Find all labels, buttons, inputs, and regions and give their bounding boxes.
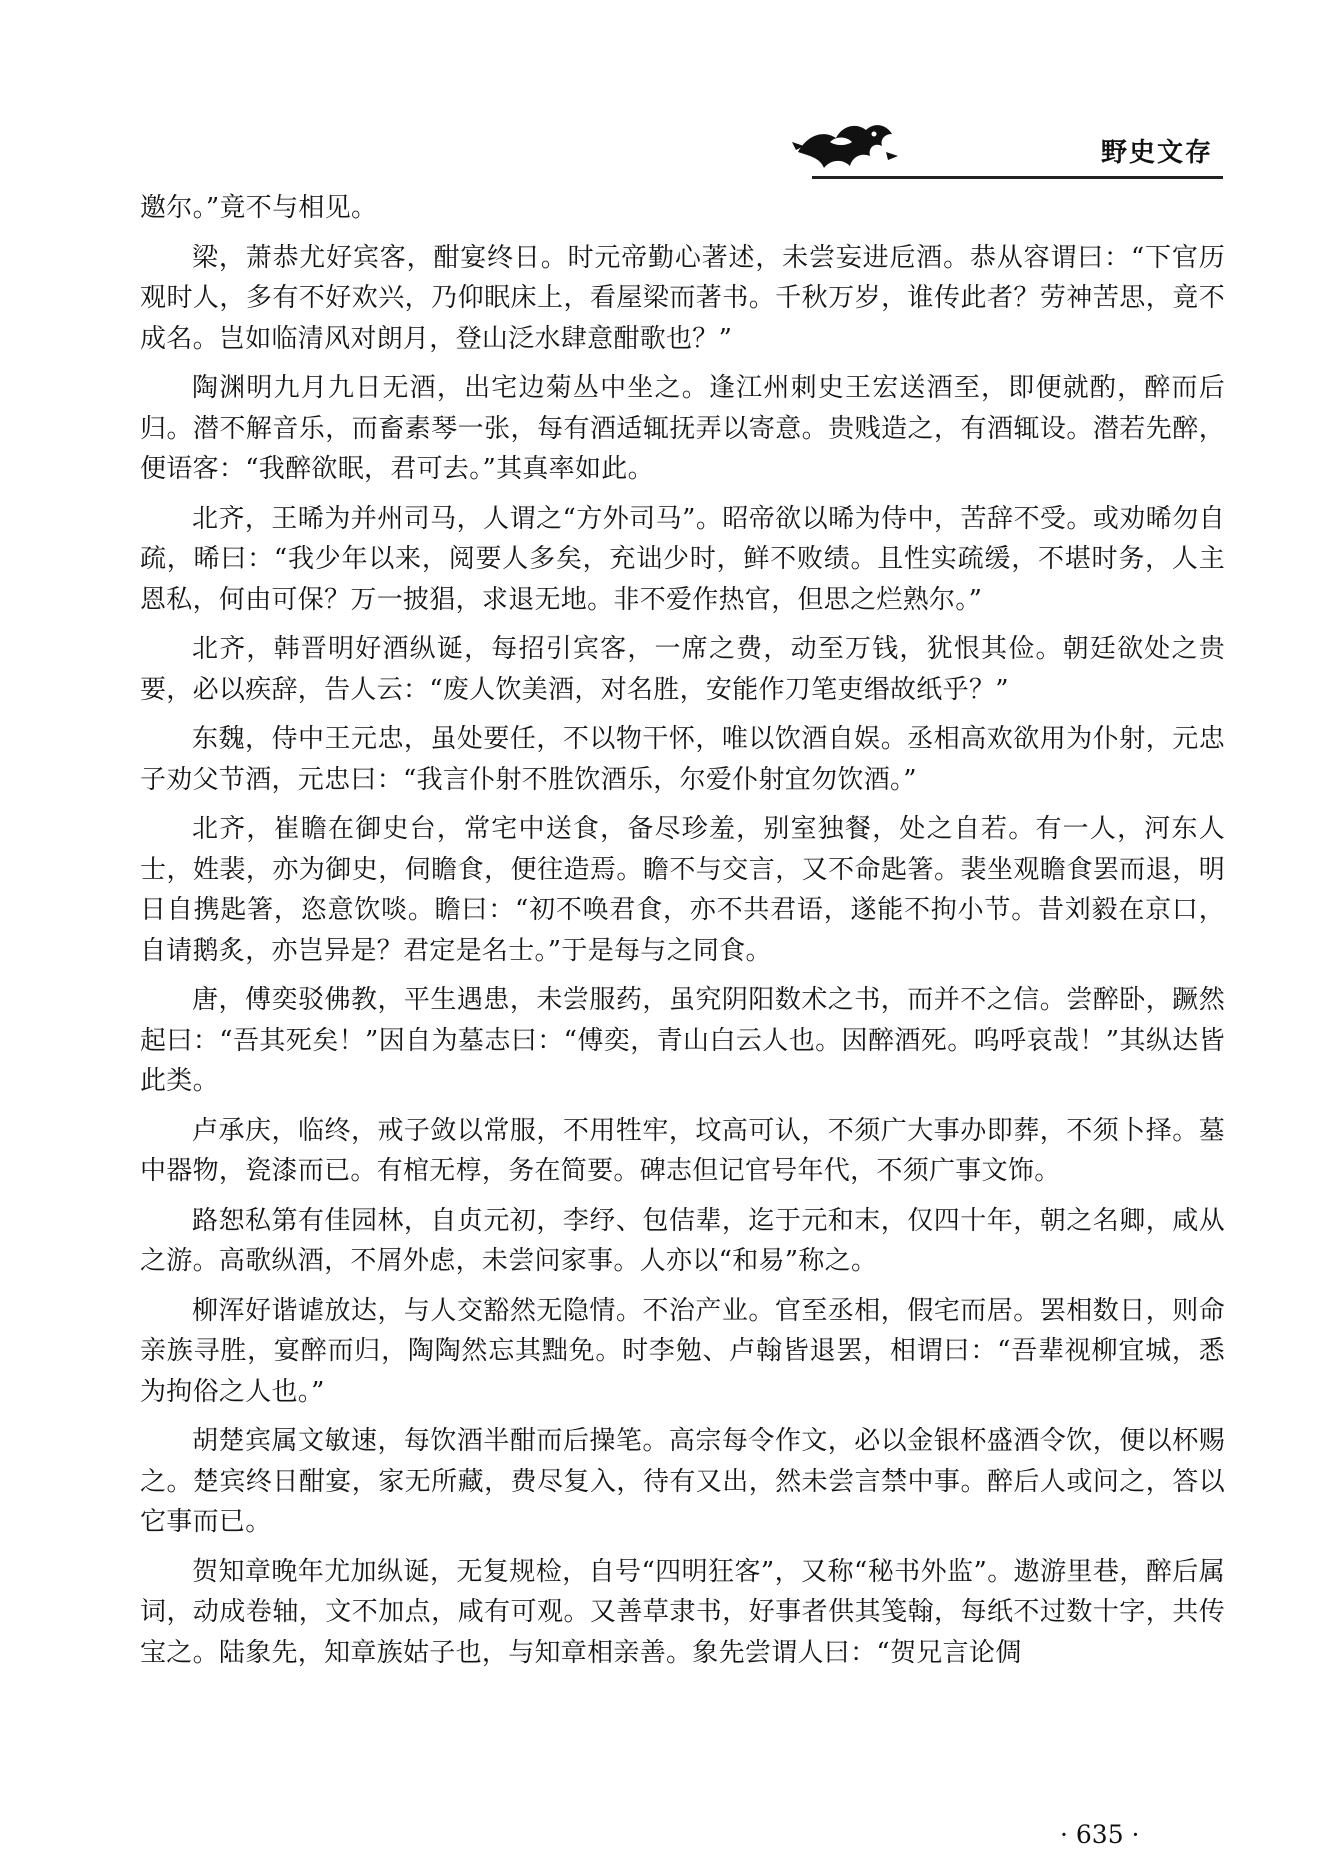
page-number: · 635 · xyxy=(1060,1820,1140,1849)
body-text xyxy=(140,188,1225,1682)
paragraph: 北齐，崔瞻在御史台，常宅中送食，备尽珍羞，别室独餐，处之自若。有一人，河东人士，姓裴，亦为御史，伺瞻食，便往造焉。瞻不与交言，又不命匙箸。裴坐观瞻食罢而退，明日自携匙箸，恣意饮啖。瞻曰：“初不唤君食，亦不共君语，遂能不拘小节。昔刘毅在京口，自请鹅炙，亦岂异是？君定是名士。”于是每与之同食。 xyxy=(140,814,1225,966)
paragraph: 东魏，侍中王元忠，虽处要任，不以物干怀，唯以饮酒自娱。丞相高欢欲用为仆射，元忠子劝父节酒，元忠曰：“我言仆射不胜饮酒乐，尔爱仆射宜勿饮酒。” xyxy=(140,724,1225,795)
paragraph: 胡楚宾属文敏速，每饮酒半酣而后操笔。高宗每令作文，必以金银杯盛酒令饮，便以杯赐之。楚宾终日酣宴，家无所藏，费尽复入，待有又出，然未尝言禁中事。醉后人或问之，答以它事而已。 xyxy=(140,1426,1225,1537)
paragraph: 梁，萧恭尤好宾客，酣宴终日。时元帝勤心著述，未尝妄进卮酒。恭从容谓曰：“下官历观时人，多有不好欢兴，乃仰眠床上，看屋梁而著书。千秋万岁，谁传此者？劳神苦思，竟不成名。岂如临清风对朗月，登山泛水肆意酣歌也？” xyxy=(140,242,1225,354)
paragraph: 贺知章晚年尤加纵诞，无复规检，自号“四明狂客”，又称“秘书外监”。遨游里巷，醉后属词，动成卷轴，文不加点，咸有可观。又善草隶书，好事者供其笺翰，每纸不过数十字，共传宝之。陆象先，知章族姑子也，与知章相亲善。象先尝谓人曰：“贺兄言论倜 xyxy=(140,1556,1225,1668)
paragraph: 路恕私第有佳园林，自贞元初，李纾、包佶辈，迄于元和末，仅四十年，朝之名卿，咸从之游。高歌纵酒，不屑外虑，未尝问家事。人亦以“和易”称之。 xyxy=(140,1205,1225,1276)
page-header xyxy=(0,0,1323,190)
paragraph: 唐，傅奕驳佛教，平生遇患，未尝服药，虽究阴阳数术之书，而并不之信。尝醉卧，蹶然起曰：“吾其死矣！”因自为墓志曰：“傅奕，青山白云人也。因醉酒死。呜呼哀哉！”其纵达皆此类。 xyxy=(140,985,1225,1096)
paragraph: 北齐，王晞为并州司马，人谓之“方外司马”。昭帝欲以晞为侍中，苦辞不受。或劝晞勿自疏，晞曰：“我少年以来，阅要人多矣，充诎少时，鲜不败绩。且性实疏缓，不堪时务，人主恩私，何由可保？万一披猖，求退无地。非不爱作热官，但思之烂熟尔。” xyxy=(140,503,1225,615)
running-title: 野史文存 xyxy=(1100,138,1213,168)
paragraph: 邀尔。”竟不与相见。 xyxy=(140,193,378,223)
header-rule xyxy=(812,176,1223,179)
dragon-icon xyxy=(790,112,900,172)
paragraph: 卢承庆，临终，戒子敛以常服，不用牲牢，坟高可认，不须广大事办即葬，不须卜择。墓中器物，瓷漆而已。有棺无椁，务在简要。碑志但记官号年代，不须广事文饰。 xyxy=(140,1115,1225,1186)
paragraph: 北齐，韩晋明好酒纵诞，每招引宾客，一席之费，动至万钱，犹恨其俭。朝廷欲处之贵要，必以疾辞，告人云：“废人饮美酒，对名胜，安能作刀笔吏缗故纸乎？” xyxy=(140,634,1225,705)
paragraph: 陶渊明九月九日无酒，出宅边菊丛中坐之。逢江州刺史王宏送酒至，即便就酌，醉而后归。潜不解音乐，而畜素琴一张，每有酒适辄抚弄以寄意。贵贱造之，有酒辄设。潜若先醉，便语客：“我醉欲眠，君可去。”其真率如此。 xyxy=(140,373,1225,484)
paragraph: 柳浑好谐谑放达，与人交豁然无隐情。不治产业。官至丞相，假宅而居。罢相数日，则命亲族寻胜，宴醉而归，陶陶然忘其黜免。时李勉、卢翰皆退罢，相谓曰：“吾辈视柳宜城，悉为拘俗之人也。” xyxy=(140,1295,1225,1407)
